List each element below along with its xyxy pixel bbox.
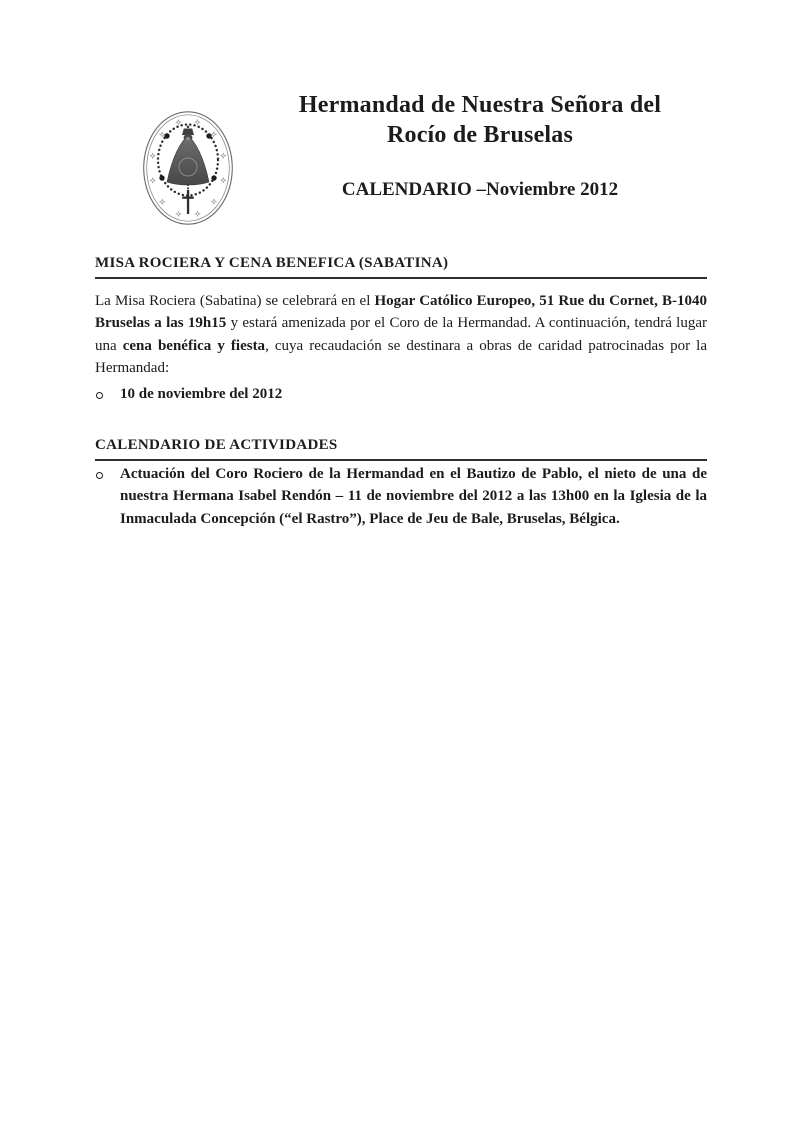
page-title [240,90,720,150]
star-icon [195,211,200,216]
virgin-of-rocio-icon [167,126,209,186]
star-icon [150,153,155,158]
section-heading-calendario-actividades: CALENDARIO DE ACTIVIDADES [95,436,707,461]
list-item-misa-date [95,383,707,405]
star-icon [195,120,200,125]
star-icon [176,120,181,125]
bullet-circle-icon [96,472,103,479]
bullet-text: Actuación del Coro Rociero de la Hermandad en el Bautizo de Pablo, el nieto de una de nuestra Hermana Isabel Rendón – 11 de noviembre del 2012 a las 13h00 en la Iglesia de la Inmaculada Concepción (“el Rastro”), Place de Jeu de Bale, Bruselas, Bélgica. [120,466,707,527]
section-heading-misa-rociera: MISA ROCIERA Y CENA BENEFICA (SABATINA) [95,254,707,279]
page-title-line2: Rocío de Bruselas [386,122,574,148]
star-icon [150,178,155,183]
cross-icon [182,185,194,214]
virgen-del-rocio-emblem-icon [142,110,234,227]
star-icon [211,132,216,137]
list-item-actuacion-coro [95,463,707,530]
header-title-block [240,90,720,150]
star-icon [211,199,216,204]
bullet-circle-icon [96,392,103,399]
star-icon [176,212,181,217]
star-icon [221,178,226,183]
page-title-line1: Hermandad de Nuestra Señora del [298,92,662,118]
bullet-text: 10 de noviembre del 2012 [120,386,283,402]
star-icon [221,153,226,158]
star-icon [160,199,165,204]
star-icon [160,132,165,137]
calendar-subtitle: CALENDARIO –Noviembre 2012 [341,179,619,200]
misa-rociera-paragraph: La Misa Rociera (Sabatina) se celebrará en el Hogar Católico Europeo, 51 Rue du Cornet, B-1040 Bruselas a las 19h15 y estará amenizada por el Coro de la Hermandad. A continuación, tendrá lugar una cena benéfica y fiesta, cuya recaudación se destinara a obras de caridad patrocinadas por la Hermandad: [95,293,707,376]
hermandad-logo [142,110,234,227]
